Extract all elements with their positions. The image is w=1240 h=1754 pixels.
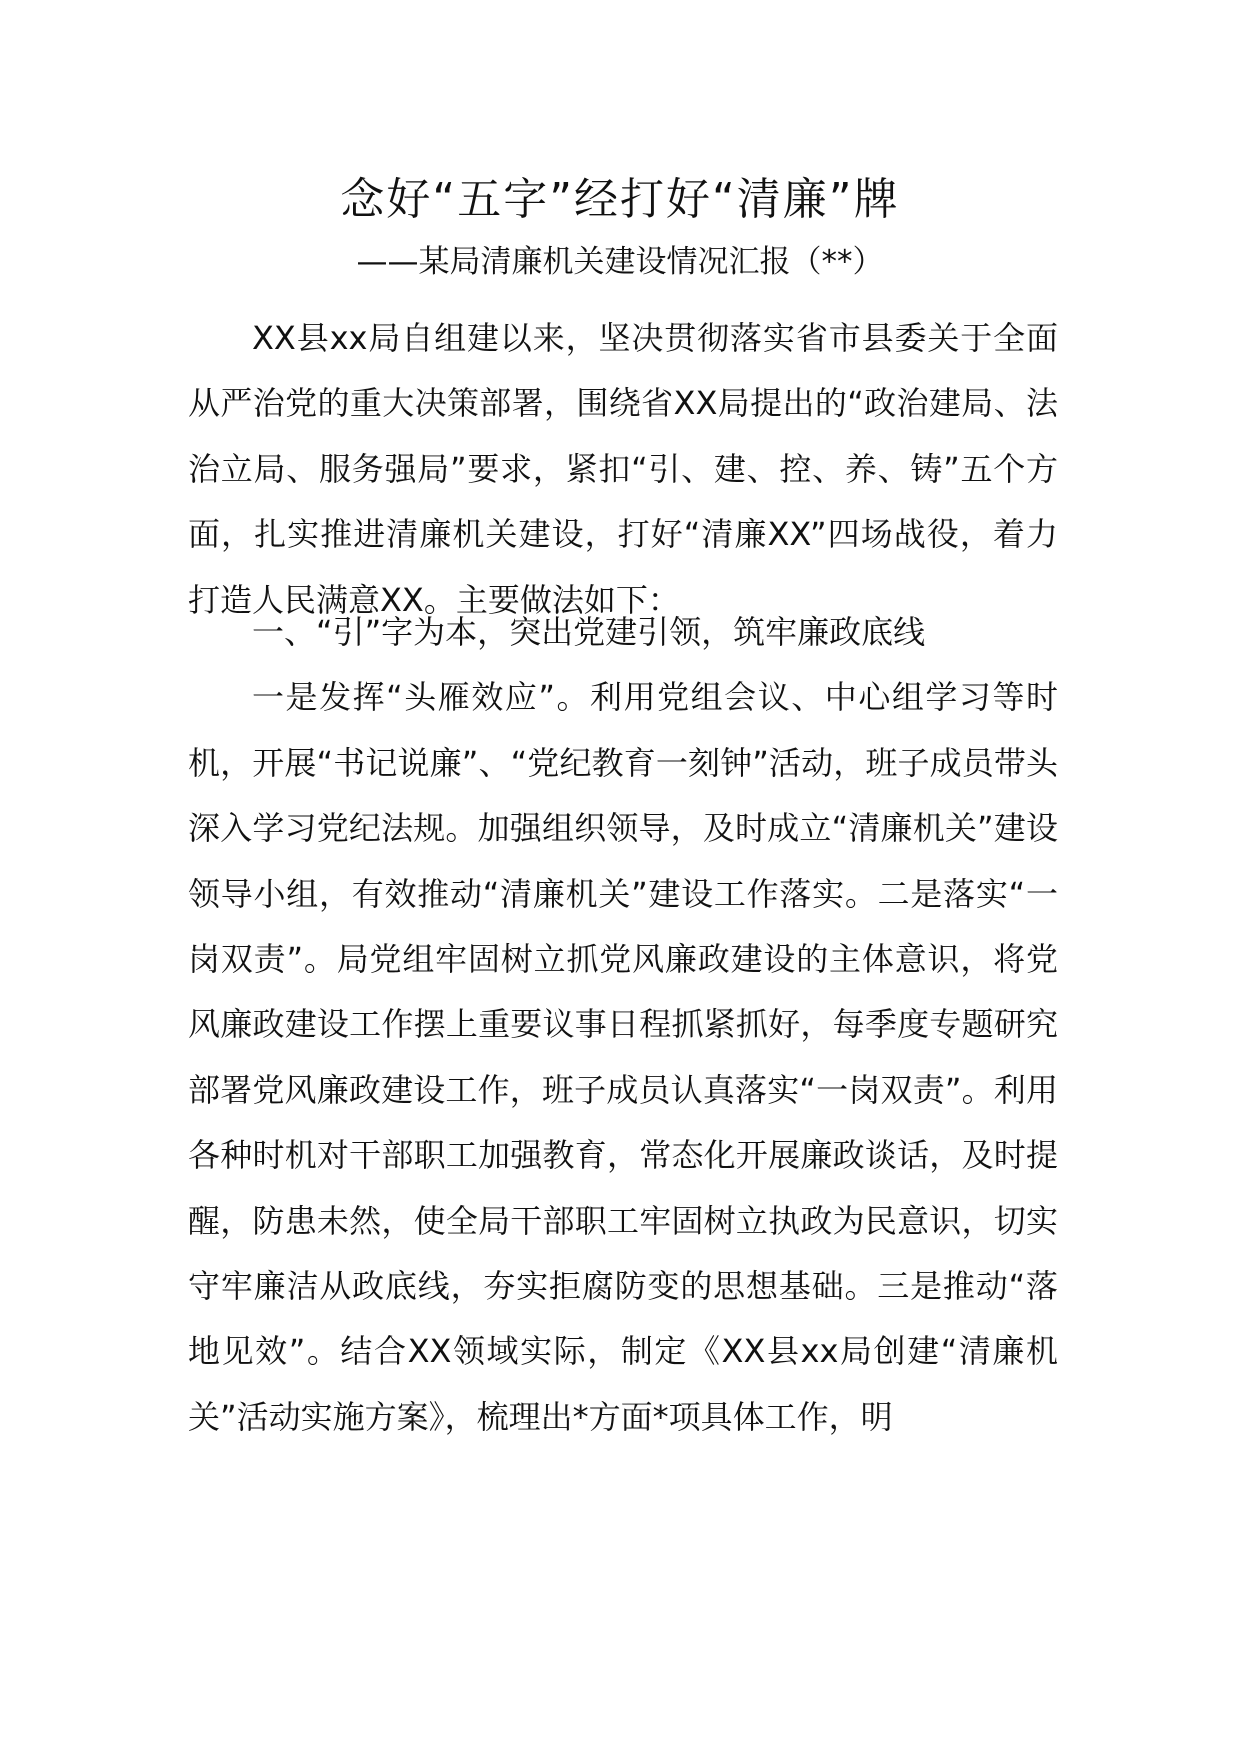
intro-block — [188, 306, 1058, 633]
document-title: 念好“五字”经打好“清廉”牌 — [340, 174, 900, 225]
document-subtitle: ——某局清廉机关建设情况汇报（**） — [356, 244, 884, 280]
section-1-paragraph: 一是发挥“头雁效应”。利用党组会议、中心组学习等时机，开展“书记说廉”、“党纪教育一刻钟”活动，班子成员带头深入学习党纪法规。加强组织领导，及时成立“清廉机关”建设领导小组，有效推动“清廉机关”建设工作落实。二是落实“一岗双责”。局党组牢固树立抓党风廉政建设的主体意识，将党风廉政建设工作摆上重要议事日程抓紧抓好，每季度专题研究部署党风廉政建设工作，班子成员认真落实“一岗双责”。利用各种时机对干部职工加强教育，常态化开展廉政谈话，及时提醒，防患未然，使全局干部职工牢固树立执政为民意识，切实守牢廉洁从政底线，夯实拒腐防变的思想基础。三是推动“落地见效”。结合XX领域实际，制定《XX县xx局创建“清廉机关”活动实施方案》，梳理出*方面*项具体工作，明 — [188, 678, 1058, 1436]
section-1 — [188, 600, 1058, 1450]
intro-paragraph: XX县xx局自组建以来，坚决贯彻落实省市县委关于全面从严治党的重大决策部署，围绕省XX局提出的“政治建局、法治立局、服务强局”要求，紧扣“引、建、控、养、铸”五个方面，扎实推进清廉机关建设，打好“清廉XX”四场战役，着力打造人民满意XX。主要做法如下： — [188, 319, 1058, 619]
section-1-heading: 一、“引”字为本，突出党建引领，筑牢廉政底线 — [252, 613, 926, 651]
